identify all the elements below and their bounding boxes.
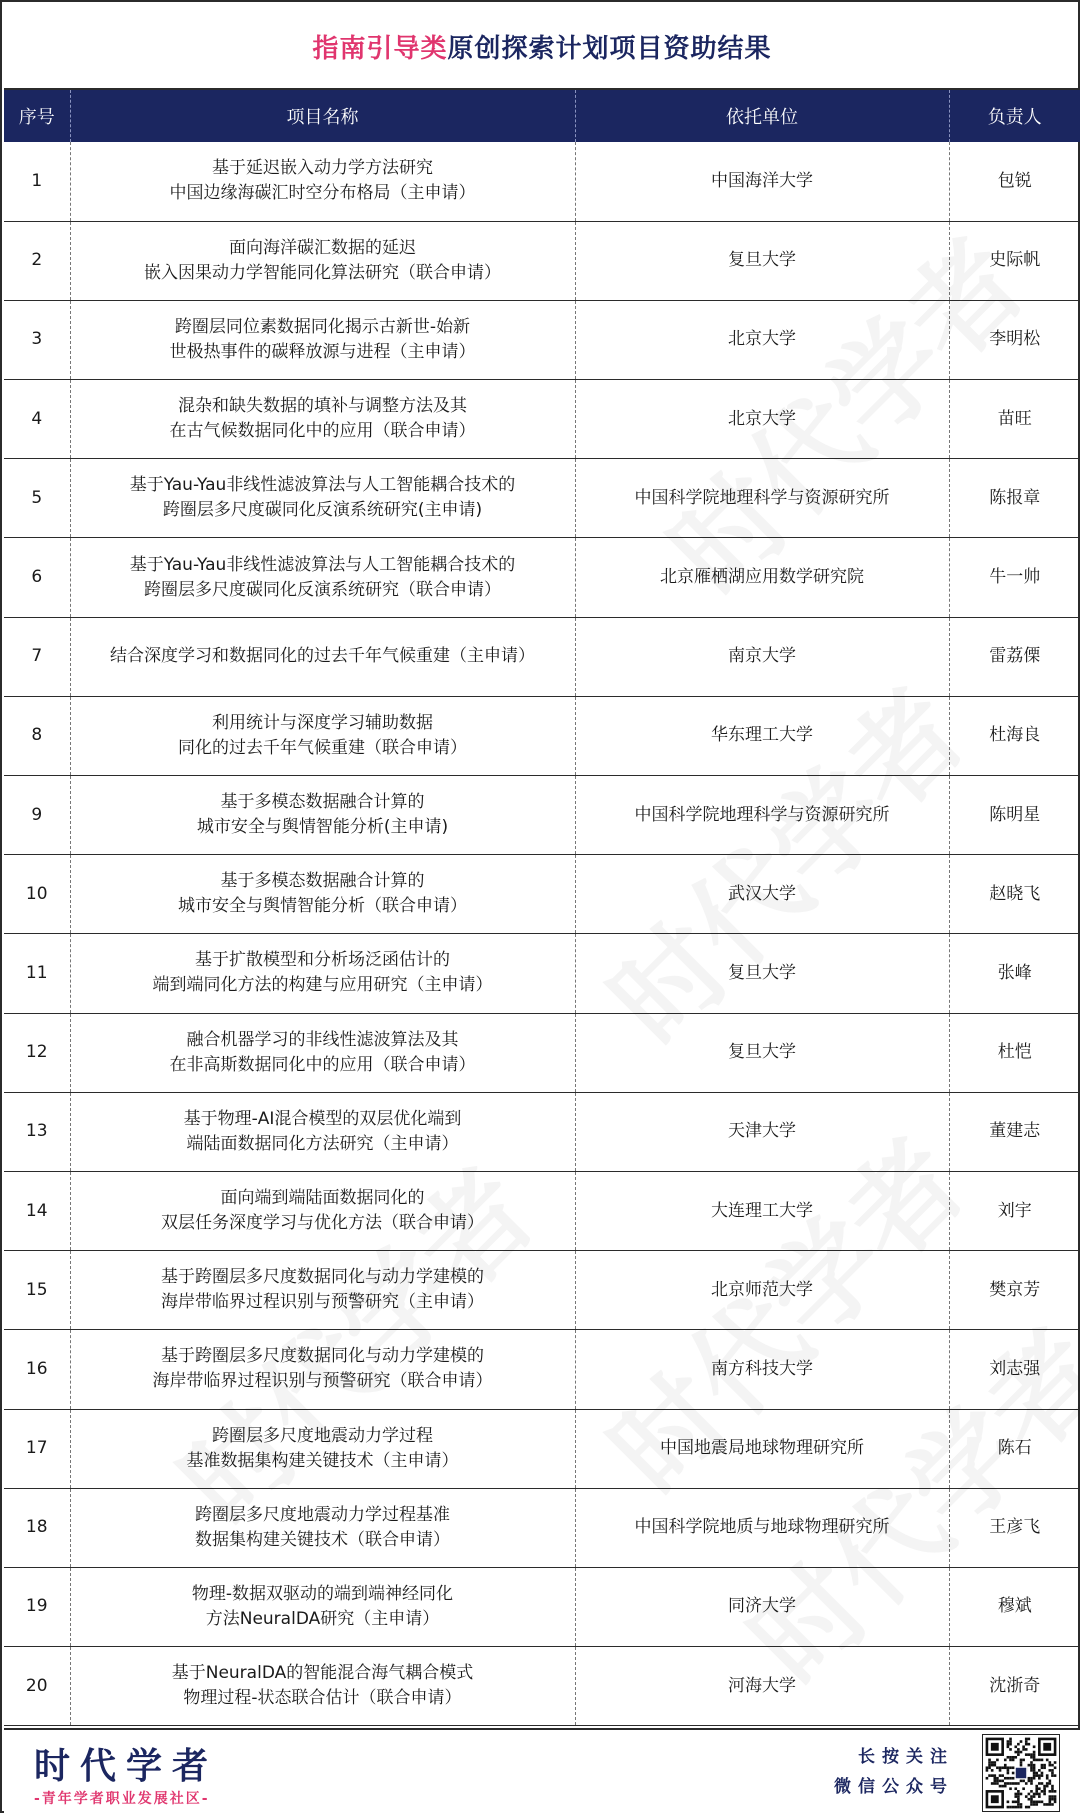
cell-no: 3 [4, 300, 70, 379]
table-row [4, 300, 1080, 379]
cell-lead: 雷荔傈 [949, 617, 1080, 696]
cell-unit: 同济大学 [575, 1567, 949, 1646]
table-row [4, 538, 1080, 617]
table-row [4, 1330, 1080, 1409]
cell-unit: 中国海洋大学 [575, 142, 949, 221]
cell-lead: 包锐 [949, 142, 1080, 221]
cell-lead: 刘志强 [949, 1330, 1080, 1409]
cell-unit: 中国科学院地理科学与资源研究所 [575, 776, 949, 855]
follow-line-1: 长按关注 [858, 1747, 954, 1767]
cell-project-name: 跨圈层多尺度地震动力学过程 基准数据集构建关键技术（主申请） [70, 1409, 575, 1488]
cell-lead: 杜恺 [949, 1013, 1080, 1092]
table-row [4, 221, 1080, 300]
table-row [4, 459, 1080, 538]
header-lead: 负责人 [949, 90, 1080, 142]
cell-unit: 复旦大学 [575, 934, 949, 1013]
cell-project-name: 面向海洋碳汇数据的延迟 嵌入因果动力学智能同化算法研究（联合申请） [70, 221, 575, 300]
page-title-rest: 原创探索计划项目资助结果 [447, 33, 772, 64]
follow-line-2: 微信公众号 [834, 1777, 954, 1797]
cell-project-name: 物理-数据双驱动的端到端神经同化 方法NeuralDA研究（主申请） [70, 1567, 575, 1646]
cell-unit: 天津大学 [575, 1092, 949, 1171]
cell-lead: 史际帆 [949, 221, 1080, 300]
table-row [4, 696, 1080, 775]
table-row [4, 1409, 1080, 1488]
table-row [4, 1013, 1080, 1092]
cell-project-name: 基于多模态数据融合计算的 城市安全与舆情智能分析(主申请) [70, 776, 575, 855]
cell-project-name: 基于物理-AI混合模型的双层优化端到 端陆面数据同化方法研究（主申请） [70, 1092, 575, 1171]
cell-lead: 董建志 [949, 1092, 1080, 1171]
table-row [4, 1092, 1080, 1171]
cell-lead: 王彦飞 [949, 1488, 1080, 1567]
cell-unit: 复旦大学 [575, 221, 949, 300]
header-no: 序号 [4, 90, 70, 142]
table-header [4, 90, 1080, 142]
cell-project-name: 基于跨圈层多尺度数据同化与动力学建模的 海岸带临界过程识别与预警研究（联合申请） [70, 1330, 575, 1409]
table-row [4, 934, 1080, 1013]
cell-unit: 南方科技大学 [575, 1330, 949, 1409]
table-row [4, 142, 1080, 221]
cell-no: 11 [4, 934, 70, 1013]
table-row [4, 1171, 1080, 1250]
cell-no: 9 [4, 776, 70, 855]
cell-lead: 陈报章 [949, 459, 1080, 538]
cell-project-name: 融合机器学习的非线性滤波算法及其 在非高斯数据同化中的应用（联合申请） [70, 1013, 575, 1092]
cell-lead: 李明松 [949, 300, 1080, 379]
cell-lead: 张峰 [949, 934, 1080, 1013]
cell-unit: 北京师范大学 [575, 1251, 949, 1330]
cell-no: 12 [4, 1013, 70, 1092]
cell-no: 14 [4, 1171, 70, 1250]
cell-project-name: 混杂和缺失数据的填补与调整方法及其 在古气候数据同化中的应用（联合申请） [70, 380, 575, 459]
cell-lead: 樊京芳 [949, 1251, 1080, 1330]
cell-no: 2 [4, 221, 70, 300]
cell-lead: 苗旺 [949, 380, 1080, 459]
cell-no: 4 [4, 380, 70, 459]
cell-lead: 杜海良 [949, 696, 1080, 775]
cell-project-name: 跨圈层同位素数据同化揭示古新世-始新 世极热事件的碳释放源与进程（主申请） [70, 300, 575, 379]
cell-project-name: 基于Yau-Yau非线性滤波算法与人工智能耦合技术的 跨圈层多尺度碳同化反演系统研究(主申请) [70, 459, 575, 538]
table-row [4, 617, 1080, 696]
cell-no: 19 [4, 1567, 70, 1646]
cell-project-name: 基于Yau-Yau非线性滤波算法与人工智能耦合技术的 跨圈层多尺度碳同化反演系统研究（联合申请） [70, 538, 575, 617]
cell-no: 1 [4, 142, 70, 221]
brand-logo-text: 时代学者 [34, 1746, 219, 1787]
cell-no: 18 [4, 1488, 70, 1567]
footer [4, 1728, 1080, 1813]
table-row [4, 855, 1080, 934]
cell-lead: 穆斌 [949, 1567, 1080, 1646]
cell-unit: 北京大学 [575, 380, 949, 459]
cell-unit: 华东理工大学 [575, 696, 949, 775]
cell-lead: 陈石 [949, 1409, 1080, 1488]
cell-lead: 刘宇 [949, 1171, 1080, 1250]
cell-project-name: 基于扩散模型和分析场泛函估计的 端到端同化方法的构建与应用研究（主申请） [70, 934, 575, 1013]
header-unit: 依托单位 [575, 90, 949, 142]
table-row [4, 1251, 1080, 1330]
cell-no: 6 [4, 538, 70, 617]
table-row [4, 1488, 1080, 1567]
header-project-name: 项目名称 [70, 90, 575, 142]
qr-code-icon[interactable] [982, 1734, 1060, 1812]
cell-no: 17 [4, 1409, 70, 1488]
table-row [4, 776, 1080, 855]
cell-project-name: 面向端到端陆面数据同化的 双层任务深度学习与优化方法（联合申请） [70, 1171, 575, 1250]
cell-unit: 武汉大学 [575, 855, 949, 934]
cell-unit: 中国科学院地质与地球物理研究所 [575, 1488, 949, 1567]
cell-lead: 陈明星 [949, 776, 1080, 855]
cell-unit: 中国地震局地球物理研究所 [575, 1409, 949, 1488]
table-row [4, 1567, 1080, 1646]
cell-project-name: 基于跨圈层多尺度数据同化与动力学建模的 海岸带临界过程识别与预警研究（主申请） [70, 1251, 575, 1330]
cell-project-name: 基于NeuralDA的智能混合海气耦合模式 物理过程-状态联合估计（联合申请） [70, 1647, 575, 1726]
page-title-accent: 指南引导类 [312, 33, 448, 64]
cell-no: 10 [4, 855, 70, 934]
brand-tagline: -青年学者职业发展社区- [34, 1791, 210, 1807]
cell-unit: 河海大学 [575, 1647, 949, 1726]
cell-no: 20 [4, 1647, 70, 1726]
table-body [4, 142, 1080, 1726]
cell-lead: 沈浙奇 [949, 1647, 1080, 1726]
cell-project-name: 跨圈层多尺度地震动力学过程基准 数据集构建关键技术（联合申请） [70, 1488, 575, 1567]
cell-no: 7 [4, 617, 70, 696]
cell-no: 8 [4, 696, 70, 775]
cell-unit: 北京雁栖湖应用数学研究院 [575, 538, 949, 617]
funding-results-table [4, 90, 1080, 1726]
follow-prompt [834, 1742, 954, 1802]
cell-project-name: 结合深度学习和数据同化的过去千年气候重建（主申请） [70, 617, 575, 696]
cell-no: 13 [4, 1092, 70, 1171]
cell-project-name: 基于多模态数据融合计算的 城市安全与舆情智能分析（联合申请） [70, 855, 575, 934]
cell-unit: 北京大学 [575, 300, 949, 379]
cell-unit: 大连理工大学 [575, 1171, 949, 1250]
page-title [4, 4, 1080, 90]
cell-project-name: 基于延迟嵌入动力学方法研究 中国边缘海碳汇时空分布格局（主申请） [70, 142, 575, 221]
cell-no: 16 [4, 1330, 70, 1409]
cell-lead: 牛一帅 [949, 538, 1080, 617]
table-row [4, 380, 1080, 459]
cell-no: 15 [4, 1251, 70, 1330]
cell-project-name: 利用统计与深度学习辅助数据 同化的过去千年气候重建（联合申请） [70, 696, 575, 775]
cell-no: 5 [4, 459, 70, 538]
cell-unit: 中国科学院地理科学与资源研究所 [575, 459, 949, 538]
table-row [4, 1647, 1080, 1726]
cell-unit: 南京大学 [575, 617, 949, 696]
cell-unit: 复旦大学 [575, 1013, 949, 1092]
cell-lead: 赵晓飞 [949, 855, 1080, 934]
